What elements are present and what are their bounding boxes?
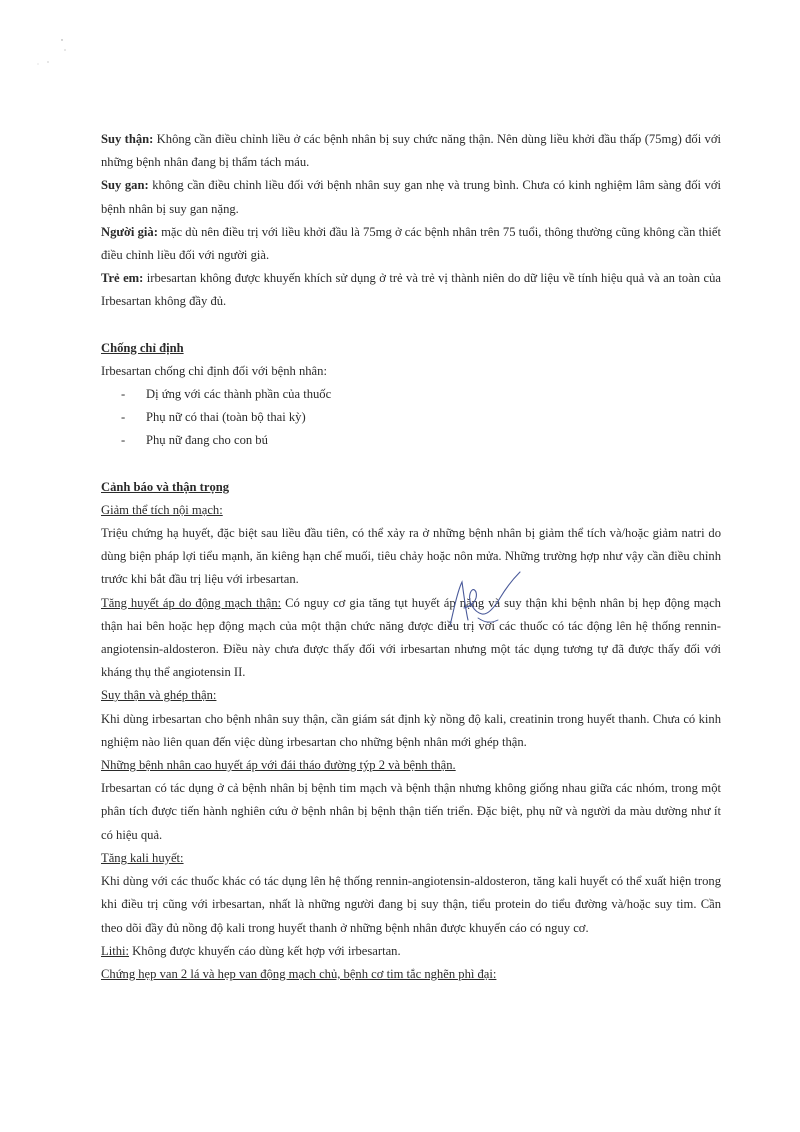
text-hyperkalemia: Khi dùng với các thuốc khác có tác dụng lên hệ thống rennin-angiotensin-aldosteron, tăng kali huyết có thể xuất hiện trong khi điều trị cũng với irbesartan, nhất là những người đang bị suy thận, tiểu protein do tiểu đường và/hoặc suy tim. Cần theo dõi đầy đủ nồng độ kali trong huyết thanh ở những bệnh nhân được khuyến cáo có nguy cơ.: [101, 874, 721, 935]
list-item: - Phụ nữ có thai (toàn bộ thai kỳ): [101, 406, 721, 429]
subheading-hyperkalemia: Tăng kali huyết:: [101, 850, 184, 865]
text-children: irbesartan không được khuyến khích sử dụng ở trẻ và trẻ vị thành niên do dữ liệu về tính hiệu quả và an toàn của Irbesartan không đầy đủ.: [101, 271, 721, 309]
text-kidney: Không cần điều chỉnh liều ở các bệnh nhân bị suy chức năng thận. Nên dùng liều khởi đầu thấp (75mg) đối với những bệnh nhân đang bị thẩm tách máu.: [101, 132, 721, 170]
text-transplant: Khi dùng irbesartan cho bệnh nhân suy thận, cần giám sát định kỳ nồng độ kali, creatinin trong huyết thanh. Chưa có kinh nghiệm nào liên quan đến việc dùng irbesartan cho những bệnh nhân mới ghép thận.: [101, 711, 721, 749]
label-kidney: Suy thận:: [101, 132, 154, 146]
list-item: - Phụ nữ đang cho con bú: [101, 429, 721, 452]
para-renovascular: [101, 592, 721, 685]
text-diabetic: Irbesartan có tác dụng ở cả bệnh nhân bị bệnh tim mạch và bệnh thận nhưng không giống nhau giữa các nhóm, trong một phân tích được tiến hành nghiên cứu ở bệnh nhân bị bệnh thận tiến triển. Đặc biệt, phụ nữ và người da màu dường như ít có hiệu quả.: [101, 781, 721, 842]
text-volume: Triệu chứng hạ huyết, đặc biệt sau liều đầu tiên, có thể xảy ra ở những bệnh nhân bị giảm thể tích và/hoặc giảm natri do dùng biện pháp lợi tiểu mạnh, ăn kiêng hạn chế muối, tiêu chảy hoặc nôn mửa. Những trường hợp như vậy cần điều chỉnh trước khi bắt đầu trị liệu với irbesartan.: [101, 526, 721, 587]
subheading-stenosis: Chứng hẹp van 2 lá và hẹp van động mạch chủ, bệnh cơ tim tắc nghẽn phì đại:: [101, 966, 497, 981]
heading-contraindications: Chống chỉ định: [101, 340, 184, 355]
para-kidney: [101, 128, 721, 174]
para-liver: [101, 174, 721, 220]
text-elderly: mặc dù nên điều trị với liều khởi đầu là 75mg ở các bệnh nhân trên 75 tuổi, thông thường cũng không cần thiết điều chỉnh liều đối với người già.: [101, 224, 721, 263]
label-elderly: Người già:: [101, 224, 158, 239]
text-lithium: Không được khuyến cáo dùng kết hợp với irbesartan.: [129, 943, 401, 958]
subheading-renovascular: Tăng huyết áp do động mạch thận:: [101, 595, 282, 610]
scan-specks: [28, 36, 78, 76]
subheading-volume: Giảm thể tích nội mạch:: [101, 502, 223, 517]
subheading-diabetic: Những bệnh nhân cao huyết áp với đái tháo đường týp 2 và bệnh thận.: [101, 758, 456, 773]
list-item: - Dị ứng với các thành phần của thuốc: [101, 383, 721, 406]
subheading-transplant: Suy thận và ghép thận:: [101, 688, 217, 703]
contraindications-list: [101, 383, 721, 453]
contraindications-intro: Irbesartan chống chỉ định đối với bệnh nhân:: [101, 363, 327, 378]
label-children: Trẻ em:: [101, 271, 144, 286]
para-lithium: [101, 940, 721, 963]
section-warnings: [101, 476, 721, 986]
label-liver: Suy gan:: [101, 178, 149, 193]
text-renovascular: Có nguy cơ gia tăng tụt huyết áp nặng và suy thận khi bệnh nhân bị hẹp động mạch thận hai bên hoặc hẹp động mạch của một thận chức năng được điều trị với các thuốc có tác động lên hệ thống rennin-angiotensin-aldosteron. Điều này chưa được thấy đối với irbesartan nhưng một tác dụng tương tự đã được thấy đối với kháng thụ thể angiotensin II.: [101, 595, 721, 680]
para-children: [101, 267, 721, 313]
text-liver: không cần điều chỉnh liều đối với bệnh nhân suy gan nhẹ và trung bình. Chưa có kinh nghiệm lâm sàng đối với bệnh nhân bị suy gan nặng.: [101, 178, 721, 216]
heading-warnings: Cảnh báo và thận trọng: [101, 479, 230, 494]
para-elderly: [101, 221, 721, 267]
section-contraindications: [101, 337, 721, 453]
document-body: [101, 128, 721, 986]
subheading-lithium: Lithi:: [101, 943, 129, 958]
